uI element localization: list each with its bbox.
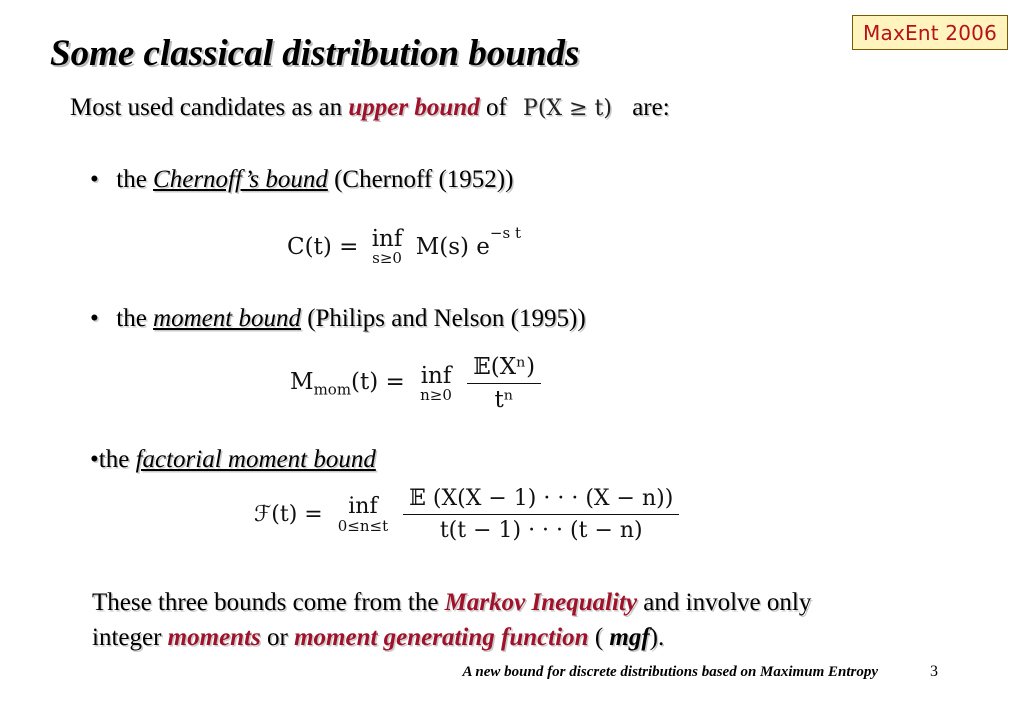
- bullet-marker: •: [90, 446, 99, 473]
- closing-line1-suffix: and involve only: [643, 589, 812, 616]
- bullet-lead: the: [116, 166, 147, 193]
- closing-statement: [92, 585, 811, 655]
- closing-paren-open: (: [594, 624, 604, 651]
- moment-formula: [290, 354, 541, 413]
- formula-inf-op: inf: [371, 226, 403, 252]
- formula-lhs: [290, 368, 412, 399]
- chernoff-formula: [287, 224, 521, 267]
- closing-line2-prefix: integer: [92, 624, 162, 651]
- formula-inf: [337, 493, 389, 535]
- formula-lhs-rest: (t) =: [351, 368, 405, 395]
- closing-line2-middle: or: [267, 624, 288, 651]
- formula-denominator: t(t − 1) · · · (t − n): [439, 518, 643, 543]
- slide-title: Some classical distribution bounds: [50, 33, 580, 74]
- intro-middle: of: [485, 94, 507, 121]
- bullet-moment: [90, 305, 586, 333]
- bullet-citation: (Philips and Nelson (1995)): [307, 305, 586, 332]
- closing-highlight-moments: moments: [167, 624, 261, 651]
- closing-line-1: [92, 585, 811, 620]
- bullet-name: moment bound: [153, 305, 301, 332]
- intro-math: P(X ≥ t): [523, 96, 612, 121]
- formula-numerator: 𝔼(Xⁿ): [467, 354, 541, 384]
- formula-lhs-sub: mom: [313, 380, 352, 399]
- formula-inf-op: inf: [420, 362, 452, 389]
- conference-badge: MaxEnt 2006: [852, 15, 1008, 50]
- bullet-name: factorial moment bound: [135, 446, 376, 473]
- formula-denominator: tⁿ: [494, 387, 514, 413]
- closing-highlight-markov: Markov Inequality: [444, 589, 638, 616]
- formula-lhs-symbol: M: [290, 368, 314, 395]
- closing-abbrev-mgf: mgf: [609, 624, 650, 651]
- formula-inf-sub: s≥0: [372, 249, 402, 267]
- bullet-factorial: [90, 446, 376, 474]
- factorial-formula: [254, 486, 679, 543]
- bullet-marker: •: [90, 166, 99, 193]
- intro-suffix: are:: [632, 94, 670, 121]
- formula-inf: [420, 362, 452, 404]
- bullet-name: Chernoff’s bound: [153, 166, 328, 193]
- formula-body: M(s) e: [415, 234, 490, 260]
- intro-prefix: Most used candidates as an: [70, 94, 343, 121]
- footer-title: A new bound for discrete distributions based on Maximum Entropy: [462, 664, 878, 680]
- closing-line-2: [92, 620, 811, 655]
- bullet-chernoff: [90, 166, 513, 194]
- formula-inf: [372, 228, 403, 266]
- formula-fraction: [403, 486, 679, 543]
- intro-highlight: upper bound: [348, 94, 480, 121]
- closing-highlight-mgf-full: moment generating function: [294, 624, 589, 651]
- formula-fraction: [467, 354, 541, 413]
- formula-lhs: ℱ(t) =: [254, 502, 323, 527]
- bullet-citation: (Chernoff (1952)): [334, 166, 514, 193]
- formula-inf-sub: 0≤n≤t: [337, 516, 389, 535]
- bullet-lead: the: [116, 305, 147, 332]
- formula-numerator: 𝔼 (X(X − 1) · · · (X − n)): [403, 486, 679, 515]
- intro-line: [70, 94, 670, 122]
- formula-inf-sub: n≥0: [420, 385, 452, 404]
- formula-lhs: C(t) =: [287, 234, 359, 260]
- bullet-marker: •: [90, 305, 99, 332]
- closing-paren-close: ).: [649, 624, 665, 651]
- page-number: 3: [930, 663, 938, 680]
- formula-inf-op: inf: [348, 493, 378, 519]
- formula-exponent: −s t: [489, 224, 521, 243]
- bullet-lead: the: [98, 446, 130, 473]
- closing-line1-prefix: These three bounds come from the: [92, 589, 439, 616]
